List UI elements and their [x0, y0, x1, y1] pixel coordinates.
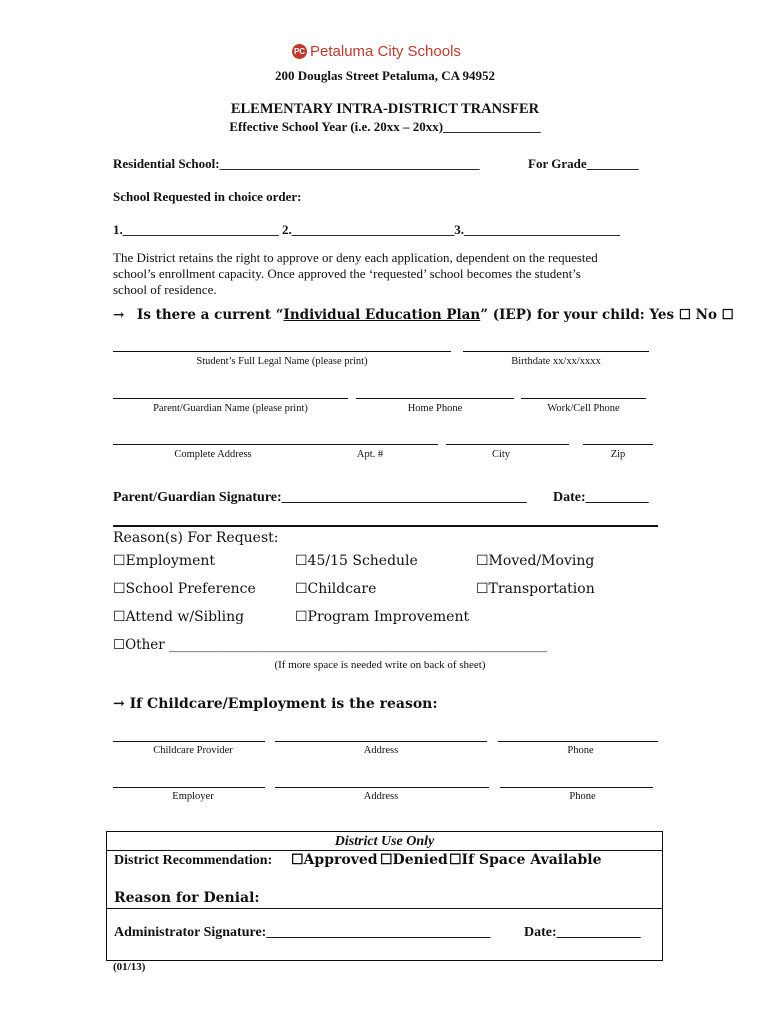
guardian-name-caption: Parent/Guardian Name (please print): [153, 403, 308, 414]
provider-line[interactable]: [113, 741, 265, 742]
employer-phone-line[interactable]: [500, 787, 653, 788]
provider-address-line[interactable]: [275, 741, 487, 742]
employer-line[interactable]: [113, 787, 265, 788]
district-use-box: [106, 831, 663, 961]
guardian-name-line[interactable]: [113, 398, 348, 399]
form-code: (01/13): [113, 961, 146, 973]
zip-line[interactable]: [583, 444, 653, 445]
approved-checkbox[interactable]: ☐Approved: [291, 852, 378, 868]
district-logo: [292, 43, 461, 60]
arrow-icon: →: [113, 307, 125, 323]
birthdate-line[interactable]: [463, 351, 649, 352]
employer-caption: Employer: [172, 791, 214, 802]
iep-underlined: Individual Education Plan: [283, 307, 481, 323]
apt-caption: Apt. #: [356, 449, 384, 460]
childcare-heading: → If Childcare/Employment is the reason:: [113, 696, 438, 712]
effective-year-field[interactable]: Effective School Year (i.e. 20xx – 20xx)_______________: [229, 119, 541, 134]
provider-phone-caption: Phone: [567, 745, 594, 756]
provider-caption: Childcare Provider: [153, 745, 233, 756]
reason-sibling-checkbox[interactable]: ☐Attend w/Sibling: [113, 609, 245, 625]
reason-transportation-checkbox[interactable]: ☐Transportation: [476, 581, 595, 597]
address-caption: Complete Address: [174, 449, 252, 460]
zip-caption: Zip: [610, 449, 626, 460]
residential-school-field[interactable]: Residential School:________________________________________: [113, 156, 480, 171]
reason-schedule-checkbox[interactable]: ☐45/15 Schedule: [295, 553, 418, 569]
section-divider: [113, 525, 658, 527]
logo-mark-icon: PC: [292, 44, 307, 59]
admin-signature-field[interactable]: Administrator Signature:________________________________: [114, 925, 491, 940]
employer-address-caption: Address: [363, 791, 399, 802]
iep-question: [113, 307, 734, 323]
reason-program-checkbox[interactable]: ☐Program Improvement: [295, 609, 470, 625]
reason-other-field[interactable]: ☐Other ________________________________________________________: [113, 637, 548, 653]
district-box-divider-1: [107, 850, 662, 851]
other-note: (If more space is needed write on back of sheet): [274, 659, 486, 671]
iep-post[interactable]: ” (IEP) for your child: Yes ☐ No ☐: [480, 307, 734, 323]
work-phone-caption: Work/Cell Phone: [547, 403, 620, 414]
admin-date-field[interactable]: Date:____________: [524, 925, 641, 940]
city-caption: City: [491, 449, 511, 460]
birthdate-caption: Birthdate xx/xx/xxxx: [511, 356, 601, 367]
district-box-divider-2: [107, 908, 662, 909]
student-name-line[interactable]: [113, 351, 451, 352]
reason-moved-checkbox[interactable]: ☐Moved/Moving: [476, 553, 595, 569]
notice-line-2: school’s enrollment capacity. Once approved the ‘requested’ school becomes the student’s: [113, 266, 581, 281]
signature-date-field[interactable]: Date:_________: [553, 490, 649, 505]
reasons-heading: Reason(s) For Request:: [113, 530, 279, 546]
form-title: ELEMENTARY INTRA-DISTRICT TRANSFER: [230, 101, 540, 117]
city-line[interactable]: [446, 444, 569, 445]
guardian-signature-field[interactable]: Parent/Guardian Signature:___________________________________: [113, 490, 527, 505]
space-available-checkbox[interactable]: ☐If Space Available: [449, 852, 602, 868]
work-phone-line[interactable]: [521, 398, 646, 399]
school-choices-fields[interactable]: 1.________________________ 2._________________________3.________________________: [113, 222, 620, 237]
reason-employment-checkbox[interactable]: ☐Employment: [113, 553, 216, 569]
provider-address-caption: Address: [363, 745, 399, 756]
district-address: 200 Douglas Street Petaluma, CA 94952: [274, 68, 496, 83]
reason-school-preference-checkbox[interactable]: ☐School Preference: [113, 581, 256, 597]
notice-line-1: The District retains the right to approve or deny each application, dependent on the requested: [113, 250, 598, 265]
address-line[interactable]: [113, 444, 438, 445]
employer-address-line[interactable]: [275, 787, 489, 788]
denial-reason-label[interactable]: Reason for Denial:: [114, 890, 260, 906]
school-requested-label: School Requested in choice order:: [113, 189, 302, 204]
student-name-caption: Student’s Full Legal Name (please print): [196, 356, 368, 367]
notice-line-3: school of residence.: [113, 282, 217, 297]
for-grade-field[interactable]: For Grade________: [528, 156, 639, 171]
logo-text: Petaluma City Schools: [310, 43, 461, 60]
reason-childcare-checkbox[interactable]: ☐Childcare: [295, 581, 377, 597]
iep-pre: Is there a current “: [137, 307, 284, 323]
home-phone-line[interactable]: [356, 398, 514, 399]
provider-phone-line[interactable]: [498, 741, 658, 742]
denied-checkbox[interactable]: ☐Denied: [380, 852, 448, 868]
district-recommendation-label: District Recommendation:: [114, 853, 273, 868]
district-use-title: District Use Only: [334, 834, 435, 849]
employer-phone-caption: Phone: [569, 791, 596, 802]
home-phone-caption: Home Phone: [407, 403, 463, 414]
